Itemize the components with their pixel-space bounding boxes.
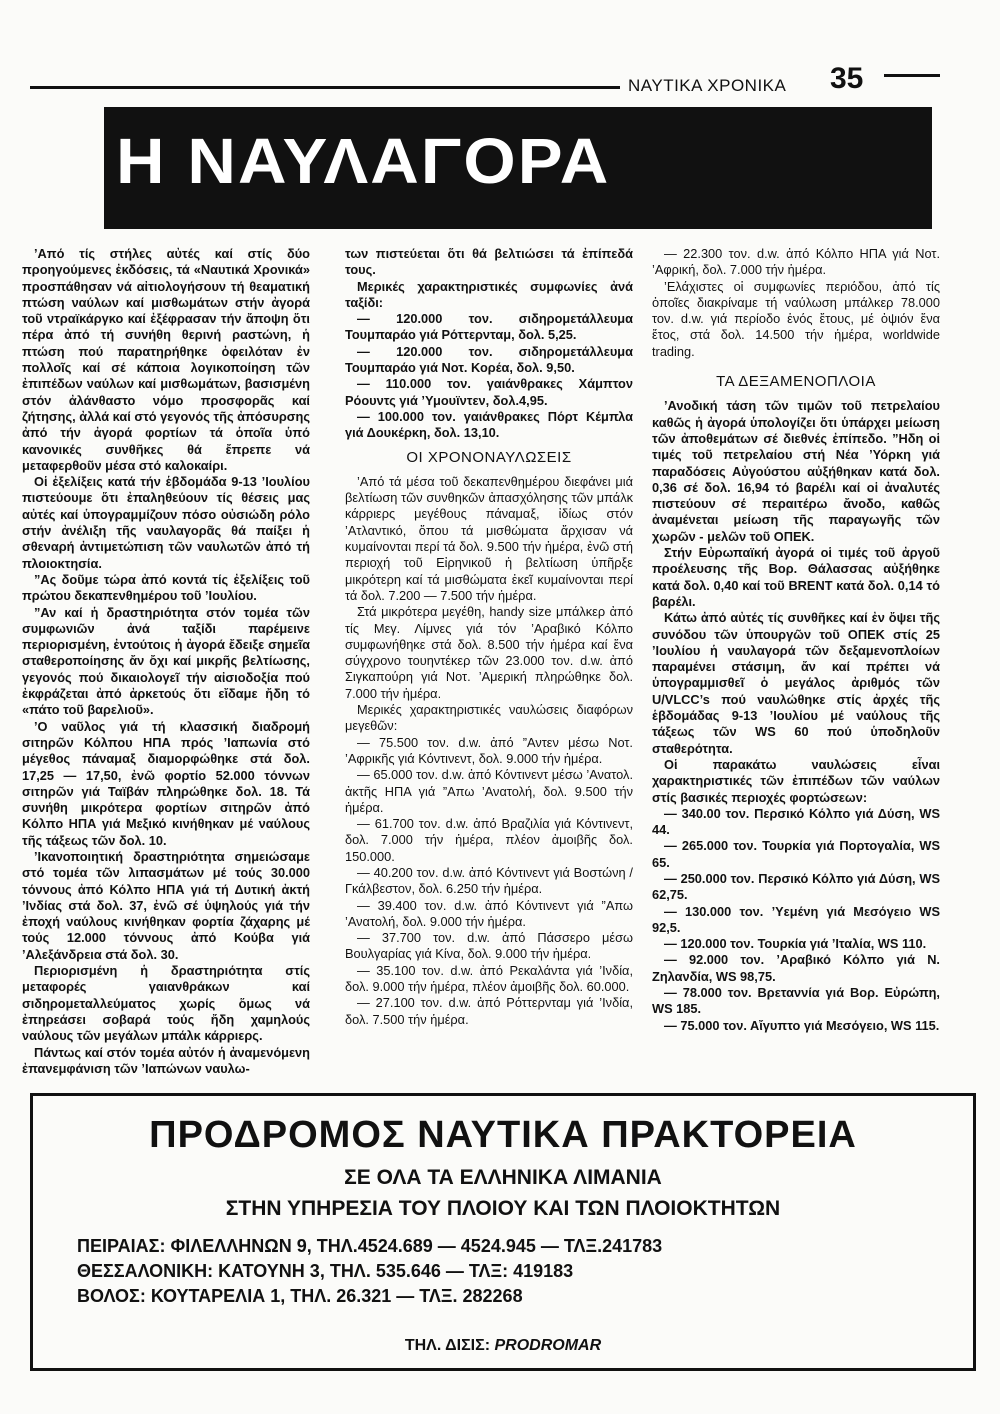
paragraph: Οἱ παρακάτω ναυλώσεις εἶναι χαρακτηριστικές τῶν ἐπιπέδων τῶν ναύλων στίς βασικές περιοχές φορτώσεων: bbox=[652, 756, 940, 805]
list-item: — 250.000 τον. Περσικό Κόλπο γιά Δύση, WS 62,75. bbox=[652, 870, 940, 903]
paragraph: ’Από τά μέσα τοῦ δεκαπενθημέρου διεφάνει μιά βελτίωση τῶν συνθηκῶν ἀπασχόλησης τῶν μπάλκ κάρριερς μεγέθους πάναμαξ, ἰδίως στόν ’Ατλαντικό, ὅπου τά μισθώματα ἄρχισαν νά κυμαίνονται περί τά δολ. 9.500 τήν ἡμέρα, ἐνῶ στή περιοχή τοῦ Εἰρηνικοῦ ἡ βελτίωση ὑπῆρξε μικρότερη καί τά μισθώματα ἐκεῖ κυμαίνονται περί τά δολ. 7.200 — 7.500 τήν ἡμέρα. bbox=[345, 473, 633, 603]
ad-title: ΠΡΟΔΡΟΜΟΣ ΝΑΥΤΙΚΑ ΠΡΑΚΤΟΡΕΙΑ bbox=[149, 1114, 857, 1156]
header-rule-right bbox=[884, 74, 940, 77]
column-1 bbox=[22, 246, 310, 1077]
ad-address: ΠΕΙΡΑΙΑΣ: ΦΙΛΕΛΛΗΝΩΝ 9, ΤΗΛ.4524.689 — 4524.945 — ΤΛΞ.241783 bbox=[77, 1236, 663, 1256]
column-3 bbox=[652, 246, 940, 1034]
section-heading: ΤΑ ΔΕΞΑΜΕΝΟΠΛΟΙΑ bbox=[716, 373, 876, 391]
list-item: — 120.000 τον. σιδηρομετάλλευμα Τουμπαράο γιά Ρόττερνταμ, δολ. 5,25. bbox=[345, 311, 633, 343]
list-item: — 92.000 τον. ’Αραβικό Κόλπο γιά Ν. Ζηλανδία, WS 98,75. bbox=[652, 952, 940, 984]
list-item: — 40.200 τον. d.w. ἀπό Κόντινεντ γιά Βοστώνη / Γκάλβεστον, δολ. 6.250 τήν ἡμέρα. bbox=[345, 864, 633, 897]
title-banner bbox=[104, 107, 932, 229]
paragraph: ’Ανοδική τάση τῶν τιμῶν τοῦ πετρελαίου καθῶς ἡ ἀγορά ὑπολογίζει ὅτι ὑπάρχει μείωση τῶν ἀποθεμάτων σέ διεθνές ἐπίπεδο. ”Ηδη οἱ τιμές τοῦ πετρελαίου στή Νέα ’Υόρκη γιά παραδόσεις Αὐγούστου αὐξήθηκαν κατά δολ. 0,36 σέ δολ. 16,94 τό βαρέλι καί οἱ ἀναλυτές πιστεύουν σέ περαιτέρω ἄνοδο, καθῶς ἀναμένεται μείωση τῆς παραγωγῆς τῶν χωρῶν - μελῶν τοῦ ΟΠΕΚ. bbox=[652, 398, 940, 544]
paragraph: ’Ο ναῦλος γιά τή κλασσική διαδρομή σιτηρῶν Κόλπου ΗΠΑ πρός ’Ιαπωνία στό μέγεθος πάναμαξ διαμορφώθηκε στά δολ. 17,25 — 17,50, ἐνῶ φορτίο 52.000 τόννων σιτηρῶν γιά Ταϊβάν πληρώθηκε δολ. 18. Τά συνήθη μικρότερα φορτίων σιτηρῶν ἀπό Κόλπο ΗΠΑ γιά Μεξικό κινήθηκαν μέ ναύλους τῆς τάξεως τῶν δολ. 10. bbox=[22, 718, 310, 848]
banner-title: Η ΝΑΥΛΑΓΟΡΑ bbox=[116, 125, 611, 197]
paragraph: Στήν Εὐρωπαϊκή ἀγορά οἱ τιμές τοῦ ἀργοῦ προέλευσης τῆς Βορ. Θάλασσας αὐξήθηκε κατά δολ. 0,40 καί τοῦ BRENT κατά δολ. 0,14 τό βαρέλι. bbox=[652, 545, 940, 609]
list-item: — 265.000 τον. Τουρκία γιά Πορτογαλία, WS 65. bbox=[652, 838, 940, 870]
advertisement bbox=[30, 1093, 976, 1371]
paragraph: ’Ικανοποιητική δραστηριότητα σημειώσαμε στό τομέα τῶν λιπασμάτων μέ τούς 30.000 τόννους ἀπό Κόλπο ΗΠΑ γιά τή Δυτική ἀκτή ’Ινδίας στά δολ. 37, ἐνῶ σέ ὑψηλούς γιά τήν ἐποχή ναύλους κινήθηκαν φορτία ζάχαρης μέ τούς 12.000 τόννους ἀπό Κούβα γιά ’Αλεξάνδρεια στά δολ. 30. bbox=[22, 848, 310, 962]
ad-cable-address bbox=[33, 1337, 973, 1355]
paragraph: των πιστεύεται ὅτι θά βελτιώσει τά ἐπίπεδά τους. bbox=[345, 246, 633, 278]
paragraph: Κάτω ἀπό αὐτές τίς συνθῆκες καί ἐν ὄψει τῆς συνόδου τῶν ὑπουργῶν τοῦ ΟΠΕΚ στίς 25 ’Ιουλίου ἡ ναυλαγορά τῶν δεξαμενοπλοίων παραμένει στάσιμη, ἄν καί πρέπει νά ὑπογραμμισθεῖ ὁ μεγάλος ἀριθμός τῶν U/VLCC’s πού ναυλώθηκε στίς ἀρχές τῆς ἑβδομάδας 9-13 ’Ιουλίου μέ ναύλους τῆς τάξεως τῶν WS 60 πού ὑποδηλοῦν σταθερότητα. bbox=[652, 610, 940, 756]
page-number: 35 bbox=[830, 62, 864, 95]
list-item: — 35.100 τον. d.w. ἀπό Ρεκαλάντα γιά ’Ινδία, δολ. 9.000 τήν ἡμέρα, πλέον ἀμοιβῆς δολ. 60.000. bbox=[345, 962, 633, 995]
list-item: — 130.000 τον. ’Υεμένη γιά Μεσόγειο WS 92,5. bbox=[652, 903, 940, 935]
ad-tagline: ΣΕ ΟΛΑ ΤΑ ΕΛΛΗΝΙΚΑ ΛΙΜΑΝΙΑ bbox=[344, 1166, 662, 1189]
list-item: — 75.000 τον. Αἴγυπτο γιά Μεσόγειο, WS 115. bbox=[664, 1017, 940, 1033]
list-item: — 75.500 τον. d.w. ἀπό ”Αντεν μέσω Νοτ. ’Αφρικῆς γιά Κόντινεντ, δολ. 9.000 τήν ἡμέρα. bbox=[345, 734, 633, 766]
paragraph: Περιορισμένη ἡ δραστηριότητα στίς μεταφορές γαιανθράκων καί σιδηρομεταλλεύματος χωρίς ὅμως νά ἐπηρεάσει σοβαρά τούς ἤδη χαμηλούς ναύλους τῶν μεγάλων μπάλκ κάρριερς. bbox=[22, 963, 310, 1044]
paragraph: Μερικές χαρακτηριστικές συμφωνίες ἀνά ταξίδι: bbox=[345, 278, 633, 310]
paragraph: ”Ας δοῦμε τώρα ἀπό κοντά τίς ἐξελίξεις τοῦ πρώτου δεκαπενθημέρου τοῦ ’Ιουλίου. bbox=[22, 571, 310, 604]
ad-cable-name: PRODROMAR bbox=[494, 1337, 602, 1354]
paragraph: ”Αν καί ἡ δραστηριότητα στόν τομέα τῶν συμφωνιῶν ἀνά ταξίδι παρέμεινε περιορισμένη, ἐντούτοις ἡ ἀγορά ἔδειξε σημεῖα σταθεροποίησης ἄν ὄχι καί μικρῆς βελτίωσης, γεγονός πού δικαιολογεῖ τήν αἰσιοδοξία πού ἐκφράζεται ἀπό ἀρκετούς ὅτι εἴδαμε ἤδη τό «πάτο τοῦ βαρελιοῦ». bbox=[22, 604, 310, 718]
paragraph: Μερικές χαρακτηριστικές ναυλώσεις διαφόρων μεγεθῶν: bbox=[345, 702, 633, 734]
list-item: — 110.000 τον. γαιάνθρακες Χάμπτον Ρόουντς γιά ’Υμουϊντεν, δολ.4,95. bbox=[345, 376, 633, 408]
header-rule-left bbox=[30, 86, 620, 89]
paragraph: ’Ελάχιστες οἱ συμφωνίες περιόδου, ἀπό τίς ὁποῖες διακρίναμε τή ναύλωση μπάλκερ 78.000 τον. d.w. γιά περίοδο ἑνός ἔτους, μέ ὀψιόν ἕνα ἔτος, στά δολ. 14.500 τήν ἡμέρα, worldwide trading. bbox=[652, 278, 940, 359]
paragraph: Πάντως καί στόν τομέα αὐτόν ἡ ἀναμενόμενη ἐπανεμφάνιση τῶν ’Ιαπώνων ναυλω- bbox=[22, 1044, 310, 1076]
list-item: — 39.400 τον. d.w. ἀπό Κόντινεντ γιά ”Απω ’Ανατολή, δολ. 9.000 τήν ἡμέρα. bbox=[345, 897, 633, 929]
ad-address: ΘΕΣΣΑΛΟΝΙΚΗ: ΚΑΤΟΥΝΗ 3, ΤΗΛ. 535.646 — ΤΛΞ: 419183 bbox=[77, 1261, 574, 1281]
column-2 bbox=[345, 246, 633, 1028]
section-heading: ΟΙ ΧΡΟΝΟΝΑΥΛΩΣΕΙΣ bbox=[406, 448, 572, 466]
list-item: — 22.300 τον. d.w. ἀπό Κόλπο ΗΠΑ γιά Νοτ. ’Αφρική, δολ. 7.000 τήν ἡμέρα. bbox=[652, 246, 940, 278]
paragraph: Οἱ ἐξελίξεις κατά τήν ἑβδομάδα 9-13 ’Ιουλίου πιστεύουμε ὅτι ἐπαληθεύουν τίς θέσεις μας αὐτές καί ὑπογραμμίζουν πόσο οὐσιώδη ρόλο στήν ἀνέλιξη τῆς ναυλαγορᾶς θά παίξει ἡ σθεναρή ἀντιμετώπιση τῶν ναυλωτῶν ἀπό τή πλοιοκτησία. bbox=[22, 474, 310, 571]
ad-tagline: ΣΤΗΝ ΥΠΗΡΕΣΙΑ ΤΟΥ ΠΛΟΙΟΥ ΚΑΙ ΤΩΝ ΠΛΟΙΟΚΤΗΤΩΝ bbox=[225, 1197, 781, 1220]
paragraph: Στά μικρότερα μεγέθη, handy size μπάλκερ ἀπό τίς Μεγ. Λίμνες γιά τόν ’Αραβικό Κόλπο συμφωνήθηκε στά δολ. 8.500 τήν ἡμέρα καί ἕνα σύγχρονο τουηντέκερ τῶν 23.000 τον. d.w. ἀπό Σιγκαπούρη γιά Νοτ. ’Αμερική πληρώθηκε δολ. 7.000 τήν ἡμέρα. bbox=[345, 604, 633, 701]
list-item: — 100.000 τον. γαιάνθρακες Πόρτ Κέμπλα γιά Δουκέρκη, δολ. 13,10. bbox=[345, 408, 633, 441]
list-item: — 78.000 τον. Βρεταννία γιά Βορ. Εὐρώπη, WS 185. bbox=[652, 985, 940, 1017]
list-item: — 27.100 τον. d.w. ἀπό Ρόττερνταμ γιά ’Ινδία, δολ. 7.500 τήν ἡμέρα. bbox=[345, 995, 633, 1027]
section-title: ΝΑΥΤΙΚΑ ΧΡΟΝΙΚΑ bbox=[628, 76, 787, 95]
list-item: — 340.00 τον. Περσικό Κόλπο γιά Δύση, WS 44. bbox=[652, 805, 940, 838]
list-item: — 120.000 τον. Τουρκία γιά ’Ιταλία, WS 110. bbox=[664, 936, 927, 952]
list-item: — 120.000 τον. σιδηρομετάλλευμα Τουμπαράο γιά Νοτ. Κορέα, δολ. 9,50. bbox=[345, 343, 633, 376]
list-item: — 37.700 τον. d.w. ἀπό Πάσσερο μέσω Βουλγαρίας γιά Κίνα, δολ. 9.000 τήν ἡμέρα. bbox=[345, 930, 633, 962]
list-item: — 65.000 τον. d.w. ἀπό Κόντινεντ μέσω ’Ανατολ. ἀκτῆς ΗΠΑ γιά ”Απω ’Ανατολή, δολ. 9.500 τήν ἡμέρα. bbox=[345, 767, 633, 815]
paragraph: ’Από τίς στήλες αὐτές καί στίς δύο προηγούμενες ἐκδόσεις, τά «Ναυτικά Χρονικά» προσπάθησαν νά αἰτιολογήσουν τή θεαματική πτώση ναύλων καί μισθωμάτων στήν ἀγορά τοῦ ντραϊκάργκο καί ἐξέφρασαν τήν ἄποψη ὅτι πέρα ἀπό τή συνήθη θερινή ραστώνη, ἡ πτώση πού παρατηρήθηκε ὀφειλόταν ἐν πολλοῖς καί σέ κάποια λογικοποίηση τῶν ἐπιπέδων ναύλων καί μισθωμάτων, βασισμένη στόν ἀλάνθαστο νόμο προσφορᾶς καί ζήτησης, ἀλλά καί στό γεγονός τῆς ἀπόσυρσης ἀπό τήν ἀγορά φορτίων τά ὁποῖα ὑπό κανονικές συνθῆκες θά ἔπρεπε νά μεταφερθοῦν μέσα στό καλοκαίρι. bbox=[22, 246, 310, 473]
ad-cable-label: ΤΗΛ. ΔΙΣΙΣ: bbox=[404, 1337, 491, 1354]
ad-address: ΒΟΛΟΣ: ΚΟΥΤΑΡΕΛΙΑ 1, ΤΗΛ. 26.321 — ΤΛΞ. 282268 bbox=[77, 1286, 523, 1306]
list-item: — 61.700 τον. d.w. ἀπό Βραζιλία γιά Κόντινεντ, δολ. 7.000 τήν ἡμέρα, πλέον ἀμοιβῆς δολ. 150.000. bbox=[345, 816, 633, 864]
